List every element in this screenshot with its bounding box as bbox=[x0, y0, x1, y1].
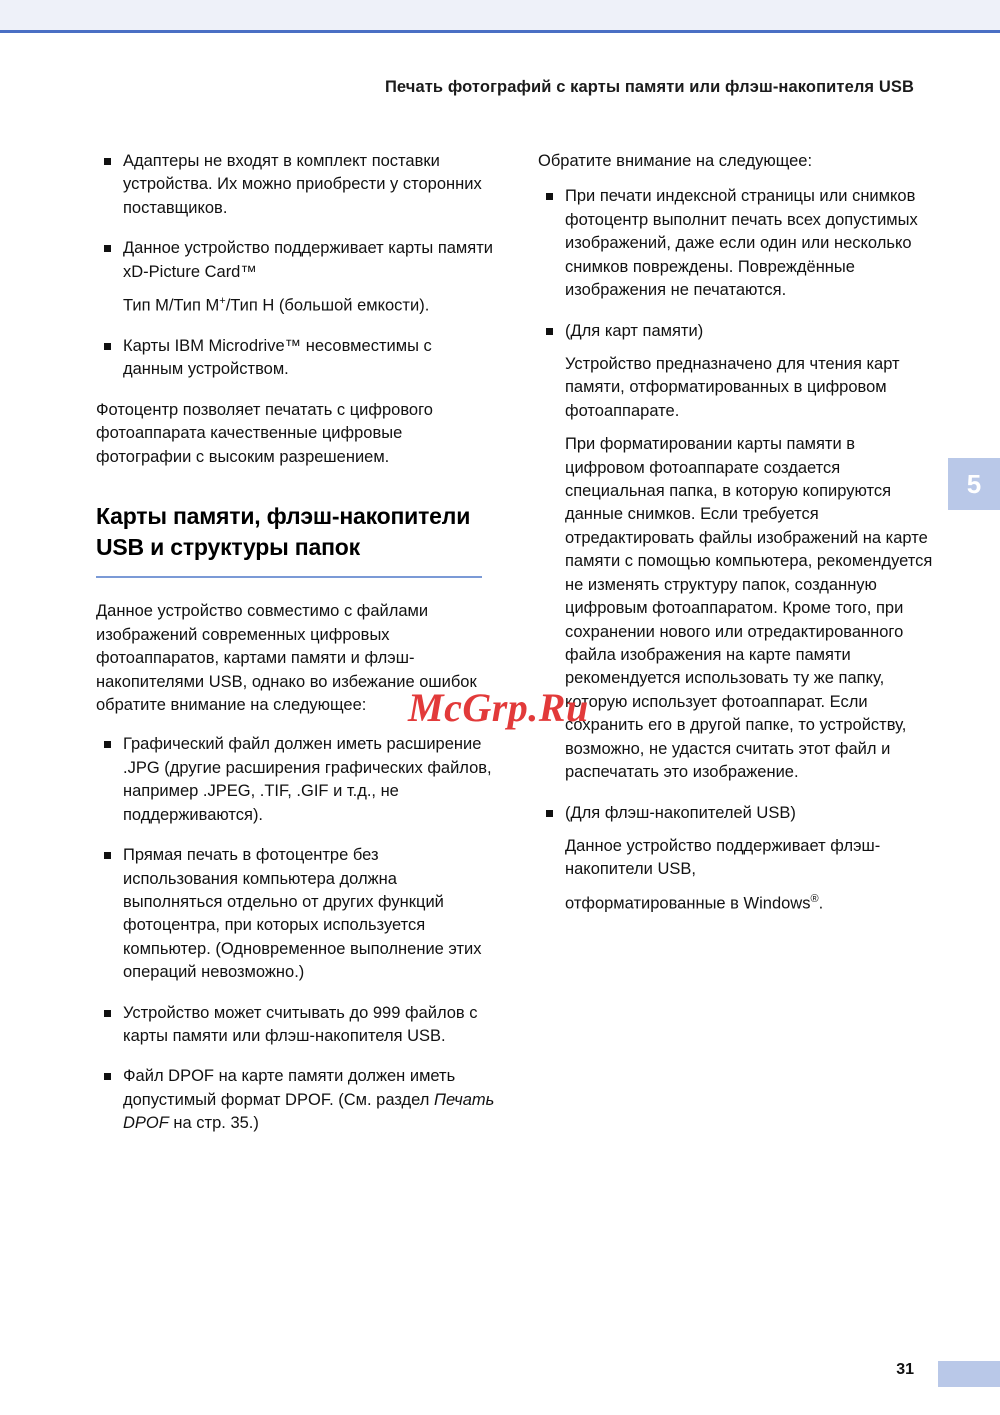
bullet-text: Устройство может считывать до 999 файлов с карты памяти или флэш-накопителя USB. bbox=[123, 1003, 478, 1046]
photocenter-paragraph: Фотоцентр позволяет печатать с цифрового фотоаппарата качественные цифровые фотографии с высоким разрешением. bbox=[96, 400, 433, 466]
bullet-text: Данное устройство поддерживает карты памяти xD-Picture Card™ bbox=[123, 239, 493, 281]
bullet-text-windows bbox=[565, 892, 938, 916]
card-type-suffix: /Тип H (большой емкости). bbox=[225, 296, 430, 315]
list-item bbox=[96, 335, 496, 382]
section-heading: Карты памяти, флэш-накопители USB и структуры папок bbox=[96, 503, 471, 560]
section-heading-rule bbox=[96, 576, 482, 578]
bullet-text: Данное устройство поддерживает флэш-накопители USB, bbox=[565, 836, 881, 879]
list-item bbox=[96, 237, 496, 318]
page-header-title: Печать фотографий с карты памяти или флэш-накопителя USB bbox=[384, 78, 914, 96]
footer-corner-block bbox=[938, 1361, 1000, 1387]
bullet-label: (Для карт памяти) bbox=[565, 321, 704, 340]
bullet-text: Карты IBM Microdrive™ несовместимы с данным устройством. bbox=[123, 337, 432, 379]
windows-text: отформатированные в Windows bbox=[565, 894, 811, 913]
right-bullet-list bbox=[538, 185, 938, 915]
right-column bbox=[538, 150, 938, 933]
left-top-bullet-list bbox=[96, 150, 496, 382]
header-rule bbox=[0, 30, 1000, 33]
dpof-text-after: на стр. 35.) bbox=[168, 1114, 259, 1133]
left-column bbox=[96, 150, 496, 1153]
dpof-text-before: Файл DPOF на карте памяти должен иметь допустимый формат DPOF. (См. раздел bbox=[123, 1067, 456, 1109]
bullet-text: Устройство предназначено для чтения карт памяти, отформатированных в цифровом фотоаппарате. bbox=[565, 354, 900, 420]
list-item bbox=[538, 185, 938, 302]
list-item bbox=[96, 844, 496, 985]
watermark: McGrp.Ru bbox=[408, 685, 589, 730]
bullet-text: Графический файл должен иметь расширение .JPG (другие расширения графических файлов, например .JPEG, .TIF, .GIF и т.д., не поддерживаются). bbox=[123, 735, 492, 824]
right-intro-paragraph: Обратите внимание на следующее: bbox=[538, 152, 813, 170]
dpof-reference-title: Печать DPOF bbox=[123, 1090, 495, 1133]
list-item-dpof bbox=[96, 1065, 496, 1135]
bullet-text: Прямая печать в фотоцентре без использования компьютера должна выполняться отдельно от других функций фотоцентра, при которых используется компьютер. (Одновременное выполнение этих операций невозможно.) bbox=[123, 846, 482, 982]
list-item bbox=[96, 150, 496, 220]
page-top-band bbox=[0, 0, 1000, 30]
list-item bbox=[96, 733, 496, 827]
bullet-text bbox=[123, 1065, 496, 1135]
bullet-text: При форматировании карты памяти в цифровом фотоаппарате создается специальная папка, в которую копируются данные снимков. Если требуется отредактировать файлы изображений на карте памяти с помощью компьютера, рекомендуется не изменять структуру папок, созданную цифровым фотоаппаратом. Кроме того, при сохранении нового или отредактированного файла изображения на карте памяти рекомендуется использовать ту же папку, которую использует фотоаппарат. Если сохранить его в другой папке, то устройству, возможно, не удастся считать этот файл и распечатать это изображение. bbox=[565, 435, 933, 782]
list-item-memory-cards bbox=[538, 320, 938, 785]
bullet-text-continued bbox=[123, 294, 496, 318]
card-type-prefix: Тип M/Тип M bbox=[123, 296, 220, 315]
list-item-usb-drives bbox=[538, 802, 938, 916]
windows-text-end: . bbox=[818, 894, 824, 913]
registered-mark-superscript: ® bbox=[810, 892, 819, 905]
section-intro-paragraph: Данное устройство совместимо с файлами изображений современных цифровых фотоаппаратов, картами памяти и флэш-накопителями USB, однако во избежание ошибок обратите внимание на следующее: bbox=[96, 602, 477, 714]
chapter-number-tab: 5 bbox=[948, 458, 1000, 510]
list-item bbox=[96, 1002, 496, 1049]
left-bottom-bullet-list bbox=[96, 733, 496, 1135]
bullet-label: (Для флэш-накопителей USB) bbox=[565, 803, 796, 822]
card-type-superscript: + bbox=[219, 295, 226, 308]
page-number: 31 bbox=[896, 1361, 914, 1378]
bullet-text: При печати индексной страницы или снимков фотоцентр выполнит печать всех допустимых изображений, даже если один или несколько снимков повреждены. Повреждённые изображения не печатаются. bbox=[565, 187, 918, 300]
bullet-text: Адаптеры не входят в комплект поставки устройства. Их можно приобрести у сторонних поставщиков. bbox=[123, 152, 482, 217]
